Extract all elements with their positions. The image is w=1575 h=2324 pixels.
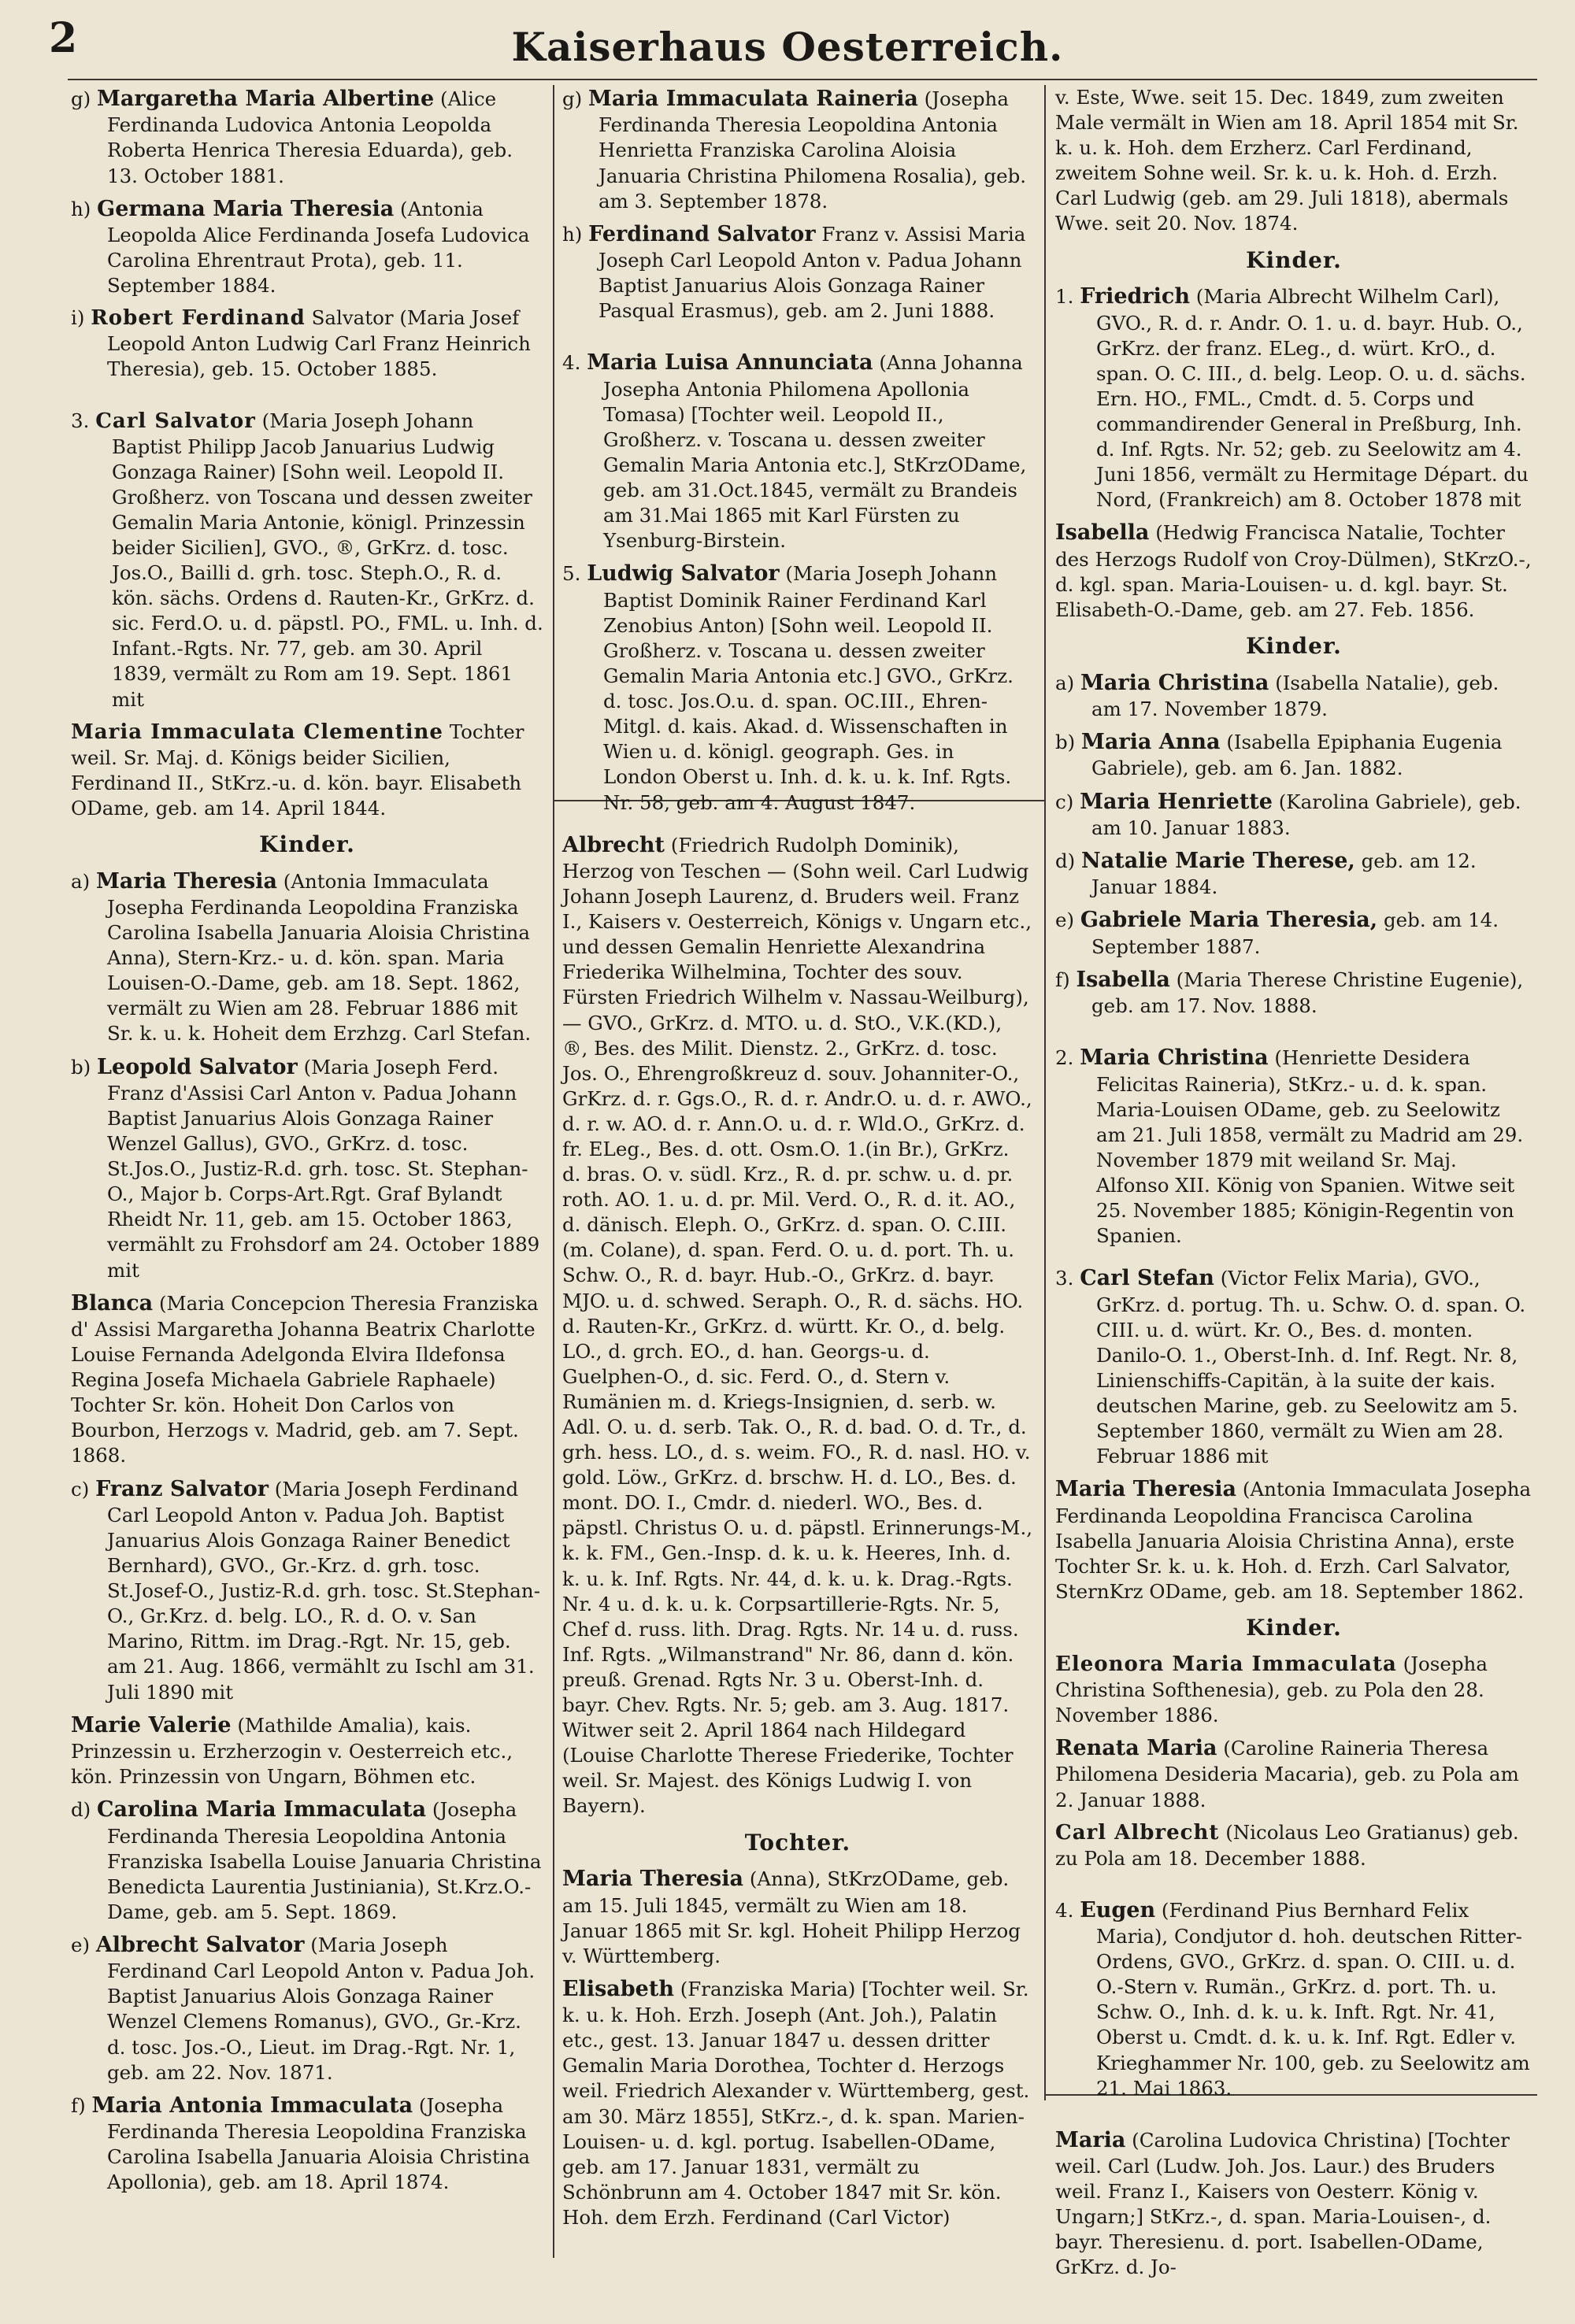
- entry-text: (Anna), StKrzODame, geb. am 15. Juli 1845, vermält zu Wien am 18. Januar 1865 mit Sr. kgl. Hoheit Philipp Herzog v. Württemberg.: [562, 1867, 1021, 1967]
- genealogy-entry: [1055, 966, 1532, 1019]
- entry-text: (Hedwig Francisca Natalie, Tochter des Herzogs Rudolf von Croy-Dülmen), StKrzO.-, d. kgl. span. Maria-Louisen- u. d. kgl. bayr. St. Elisabeth-O.-Dame, geb. am 27. Feb. 1856.: [1055, 521, 1532, 621]
- column-divider-left: [553, 85, 554, 2258]
- entry-text: (Nicolaus Leo Gratianus) geb. zu Pola am 18. December 1888.: [1055, 1820, 1519, 1870]
- genealogy-entry: [562, 1975, 1033, 2230]
- header-rule: [68, 79, 1537, 80]
- entry-text: (Antonia Immaculata Josepha Ferdinanda Leopoldina Francisca Carolina Isabella Januaria Aloisia Christina Anna), erste Tochter Sr. k. u. k. Hoh. d. Erzh. Carl Salvator, SternKrz ODame, geb. am 18. September 1862.: [1055, 1478, 1532, 1604]
- entry-marker: b): [71, 1055, 91, 1079]
- entry-marker: d): [71, 1798, 91, 1822]
- entry-text: (Carolina Ludovica Christina) [Tochter weil. Carl (Ludw. Joh. Jos. Laur.) des Bruders weil. Franz I., Kaisers von Oesterr. König v. Ungarn;] StKrz.-, d. span. Maria-Louisen-, d. bayr. Theresienu. d. port. Isabellen-ODame, GrKrz. d. Jo-: [1055, 2128, 1510, 2279]
- entry-text: (Maria Joseph Johann Baptist Philipp Jacob Januarius Ludwig Gonzaga Rainer) [Sohn weil. Leopold II. Großherz. von Toscana und dessen zweiter Gemalin Maria Antonie, königl. Prinzessin beider Sicilien], GVO., ®, GrKrz. d. tosc. Jos.O., Bailli d. grh. tosc. Steph.O., R. d. kön. sächs. Ordens d. Rauten-Kr., GrKrz. d. sic. Ferd.O. u. d. päpstl. PO., FML. u. Inh. d. Infant.-Rgts. Nr. 77, geb. am 30. April 1839, vermält zu Rom am 19. Sept. 1861 mit: [112, 409, 543, 711]
- entry-text: (Maria Joseph Ferd. Franz d'Assisi Carl Anton v. Padua Johann Baptist Januarius Alois Gonzaga Rainer Wenzel Gallus), GVO., GrKrz. d. tosc. St.Jos.O., Justiz-R.d. grh. tosc. St. Stephan-O., Major b. Corps-Art.Rgt. Graf Bylandt Rheidt Nr. 11, geb. am 15. October 1863, vermählt zu Frohsdorf am 24. October 1889 mit: [107, 1055, 540, 1282]
- entry-text: (Antonia Leopolda Alice Ferdinanda Josefa Ludovica Carolina Ehrentraut Prota), geb. 11. September 1884.: [107, 197, 530, 298]
- entry-text: (Antonia Immaculata Josepha Ferdinanda Leopoldina Franziska Carolina Isabella Januaria Aloisia Christina Anna), Stern-Krz.- u. d. kön. span. Maria Louisen-O.-Dame, geb. am 18. Sept. 1862, vermält zu Wien am 28. Februar 1886 mit Sr. k. u. k. Hoheit dem Erzhzg. Carl Stefan.: [107, 869, 532, 1045]
- column-middle: [562, 85, 1033, 2237]
- entry-text: Tochter weil. Sr. Maj. d. Königs beider Sicilien, Ferdinand II., StKrz.-u. d. kön. bayr. Elisabeth ODame, geb. am 14. April 1844.: [71, 720, 524, 820]
- entry-name: Maria Henriette: [1080, 789, 1273, 814]
- genealogy-entry: [71, 2092, 543, 2196]
- spacer: [1055, 1255, 1532, 1264]
- entry-text: v. Este, Wwe. seit 15. Dec. 1849, zum zweiten Male vermält in Wien am 18. April 1854 mit Sr. k. u. k. Hoh. dem Erzherz. Carl Ferdinand, zweitem Sohne weil. Sr. k. u. k. Hoh. d. Erzh. Carl Ludwig (geb. am 29. Juli 1818), abermals Wwe. seit 20. Nov. 1874.: [1055, 86, 1519, 235]
- genealogy-entry: [1055, 1734, 1532, 1813]
- entry-text: (Isabella Epiphania Eugenia Gabriele), geb. am 6. Jan. 1882.: [1091, 731, 1503, 780]
- genealogy-entry: [71, 1053, 543, 1283]
- genealogy-entry: [71, 1712, 543, 1790]
- entry-text: (Isabella Natalie), geb. am 17. November 1879.: [1091, 671, 1499, 721]
- genealogy-entry: [1055, 283, 1532, 513]
- spacer: [1055, 1878, 1532, 1897]
- entry-name: Maria Immaculata Raineria: [588, 87, 918, 111]
- genealogy-entry: [562, 349, 1033, 553]
- entry-marker: 4.: [562, 351, 581, 375]
- entry-name: Maria Christina: [1080, 670, 1269, 695]
- entry-marker: e): [1055, 909, 1075, 932]
- genealogy-entry: [1055, 1897, 1532, 2101]
- section-heading: Kinder.: [259, 831, 355, 857]
- genealogy-entry: [71, 305, 543, 382]
- genealogy-entry: [71, 85, 543, 189]
- entry-name: Friedrich: [1080, 284, 1190, 309]
- genealogy-entry: [1055, 85, 1532, 237]
- spacer: [1055, 1025, 1532, 1044]
- entry-marker: a): [1055, 671, 1075, 694]
- genealogy-entry: [71, 195, 543, 299]
- entry-name: Carolina Maria Immaculata: [97, 1797, 427, 1823]
- entry-marker: h): [71, 197, 91, 220]
- entry-name: Maria Theresia: [95, 868, 277, 894]
- entry-text: (Maria Joseph Johann Baptist Dominik Rainer Ferdinand Karl Zenobius Anton) [Sohn weil. Leopold II. Großherz. v. Toscana u. dessen zweiter Gemalin Maria Antonia etc.] GVO., GrKrz. d. tosc. Jos.O.u. d. span. OC.III., Ehren-Mitgl. d. kais. Akad. d. Wissenschaften in Wien u. d. königl. geograph. Ges. in London Oberst u. Inh. d. k. u. k. Inf. Rgts. Nr. 58, geb. am 4. August 1847.: [603, 562, 1014, 814]
- page-number: 2: [49, 14, 78, 62]
- entry-text: (Victor Felix Maria), GVO., GrKrz. d. portug. Th. u. Schw. O. d. span. O. CIII. u. d. würt. Kr. O., Bes. d. monten. Danilo-O. 1., Oberst-Inh. d. Inf. Regt. Nr. 8, Linienschiffs-Capitän, à la suite der kais. deutschen Marine, geb. zu Seelowitz am 5. September 1860, vermält zu Wien am 28. Februar 1886 mit: [1096, 1267, 1526, 1468]
- entry-name: Eleonora Maria Immaculata: [1055, 1652, 1397, 1676]
- genealogy-entry: [562, 1865, 1033, 1969]
- entry-marker: c): [71, 1477, 90, 1501]
- spacer: [562, 822, 1033, 831]
- entry-marker: g): [71, 87, 91, 110]
- entry-marker: 1.: [1055, 285, 1074, 309]
- genealogy-entry: [562, 560, 1033, 815]
- entry-text: (Franziska Maria) [Tochter weil. Sr. k. u. k. Hoh. Erzh. Joseph (Ant. Joh.), Palatin etc., gest. 13. Januar 1847 u. dessen dritter Gemalin Maria Dorothea, Tochter d. Herzogs weil. Friedrich Alexander v. Württemberg, gest. am 30. März 1855], StKrz.-, d. k. span. Marien-Louisen- u. d. kgl. portug. Isabellen-ODame, geb. am 17. Januar 1831, vermält zu Schönbrunn am 4. October 1847 mit Sr. kön. Hoh. dem Erzh. Ferdinand (Carl Victor): [562, 1977, 1030, 2229]
- entry-name: Isabella: [1055, 520, 1150, 546]
- entry-name: Carl Salvator: [95, 409, 256, 433]
- running-head: Kaiserhaus Oesterreich.: [511, 24, 1064, 70]
- entry-name: Gabriele Maria Theresia,: [1080, 908, 1378, 933]
- entry-text: (Maria Joseph Ferdinand Carl Leopold Anton v. Padua Joh. Baptist Januarius Alois Gonzaga Rainer Benedict Bernhard), GVO., Gr.-Krz. d. grh. tosc. St.Josef-O., Justiz-R.d. grh. tosc. St.Stephan-O., Gr.Krz. d. belg. LO., R. d. O. v. San Marino, Rittm. im Drag.-Rgt. Nr. 15, geb. am 21. Aug. 1866, vermählt zu Ischl am 31. Juli 1890 mit: [107, 1477, 540, 1704]
- column-divider-right: [1044, 85, 1046, 2100]
- entry-text: (Ferdinand Pius Bernhard Felix Maria), Condjutor d. hoh. deutschen Ritter-Ordens, GVO., GrKrz. d. span. O. CIII. u. d. O.-Stern v. Rumän., GrKrz. d. port. Th. u. Schw. O., Inh. d. k. u. k. Inft. Rgt. Nr. 41, Oberst u. Cmdt. d. k. u. k. Inf. Rgt. Edler v. Krieghammer Nr. 100, geb. zu Seelowitz am 21. Mai 1863.: [1096, 1898, 1530, 2100]
- entry-marker: i): [71, 306, 85, 330]
- spacer: [562, 330, 1033, 349]
- genealogy-entry: [71, 868, 543, 1047]
- entry-text: Salvator (Maria Josef Leopold Anton Ludwig Carl Franz Heinrich Theresia), geb. 15. October 1885.: [107, 306, 531, 381]
- entry-name: Leopold Salvator: [97, 1054, 298, 1079]
- entry-text: (Maria Albrecht Wilhelm Carl), GVO., R. d. r. Andr. O. 1. u. d. bayr. Hub. O., GrKrz. der franz. ELeg., d. würt. KrO., d. span. O. C. III., d. belg. Leop. O. u. d. sächs. Ern. HO., FML., Cmdt. d. 5. Corps und commandirender General in Preßburg, Inh. d. Inf. Rgts. Nr. 52; geb. zu Seelowitz am 4. Juni 1856, vermält zu Hermitage Départ. du Nord, (Frankreich) am 8. October 1878 mit: [1096, 285, 1529, 512]
- entry-name: Renata Maria: [1055, 1736, 1217, 1761]
- entry-name: Eugen: [1080, 1897, 1156, 1922]
- entry-name: Carl Albrecht: [1055, 1820, 1220, 1845]
- section-heading: Kinder.: [1246, 632, 1342, 659]
- section-heading: Tochter.: [744, 1829, 851, 1856]
- entry-text: (Anna Johanna Josepha Antonia Philomena Apollonia Tomasa) [Tochter weil. Leopold II., Großherz. v. Toscana u. dessen zweiter Gemalin Maria Antonia etc.], StKrzODame, geb. am 31.Oct.1845, vermält zu Brandeis am 31.Mai 1865 mit Karl Fürsten zu Ysenburg-Birstein.: [603, 351, 1027, 553]
- genealogy-entry: [71, 1475, 543, 1705]
- spacer: [71, 389, 543, 408]
- entry-text: (Josepha Christina Softhenesia), geb. zu Pola den 28. November 1886.: [1055, 1652, 1488, 1726]
- column-right: [1055, 85, 1532, 2287]
- entry-name: Maria Theresia: [1055, 1477, 1237, 1502]
- entry-text: (Josepha Ferdinanda Theresia Leopoldina Franziska Carolina Isabella Januaria Aloisia Christina Apollonia), geb. am 18. April 1874.: [107, 2093, 530, 2194]
- entry-marker: g): [562, 87, 583, 110]
- entry-text: (Alice Ferdinanda Ludovica Antonia Leopolda Roberta Henrica Theresia Eduarda), geb. 13. October 1881.: [107, 87, 513, 187]
- entry-text: (Henriette Desidera Felicitas Raineria), StKrz.- u. d. k. span. Maria-Louisen ODame, geb. zu Seelowitz am 21. Juli 1858, vermält zu Madrid am 29. November 1879 mit weiland Sr. Maj. Alfonso XII. König von Spanien. Witwe seit 25. November 1885; Königin-Regentin von Spanien.: [1096, 1046, 1524, 1248]
- entry-name: Maria Immaculata Clementine: [71, 720, 443, 744]
- genealogy-entry: [562, 220, 1033, 324]
- genealogy-entry: [71, 1931, 543, 2085]
- entry-name: Maria Anna: [1081, 730, 1221, 755]
- entry-name: Franz Salvator: [95, 1476, 269, 1501]
- entry-marker: d): [1055, 849, 1076, 873]
- genealogy-entry: [1055, 906, 1532, 959]
- genealogy-entry: [1055, 788, 1532, 841]
- entry-name: Blanca: [71, 1290, 154, 1316]
- entry-name: Germana Maria Theresia: [97, 196, 395, 221]
- genealogy-entry: [1055, 1264, 1532, 1469]
- entry-marker: b): [1055, 731, 1076, 754]
- entry-marker: h): [562, 222, 583, 246]
- entry-name: Ferdinand Salvator: [588, 221, 816, 246]
- entry-name: Maria: [1055, 2127, 1126, 2152]
- entry-name: Natalie Marie Therese,: [1081, 849, 1355, 874]
- genealogy-entry: [562, 85, 1033, 214]
- entry-name: Ludwig Salvator: [587, 561, 780, 587]
- entry-text: (Josepha Ferdinanda Theresia Leopoldina Antonia Franziska Isabella Louise Januaria Christina Benedicta Laurentia Justiniania), St.Krz.O.-Dame, geb. am 5. Sept. 1869.: [107, 1798, 542, 1923]
- entry-name: Maria Luisa Annunciata: [587, 350, 873, 376]
- entry-name: Carl Stefan: [1080, 1266, 1214, 1291]
- entry-text: (Mathilde Amalia), kais. Prinzessin u. Erzherzogin v. Oesterreich etc., kön. Prinzessin von Ungarn, Böhmen etc.: [71, 1713, 513, 1789]
- genealogy-entry: [562, 831, 1033, 1819]
- entry-text: (Maria Therese Christine Eugenie), geb. am 17. Nov. 1888.: [1091, 968, 1524, 1018]
- column-left: [71, 85, 543, 2201]
- genealogy-entry: [1055, 847, 1532, 900]
- genealogy-entry: [1055, 2126, 1532, 2281]
- genealogy-entry: [71, 719, 543, 821]
- entry-text: Franz v. Assisi Maria Joseph Carl Leopold Anton v. Padua Johann Baptist Januarius Alois Gonzaga Rainer Pasqual Erasmus), geb. am 2. Juni 1888.: [598, 222, 1026, 323]
- entry-name: Maria Theresia: [562, 1867, 744, 1892]
- entry-text: (Maria Joseph Ferdinand Carl Leopold Anton v. Padua Joh. Baptist Januarius Alois Gonzaga Rainer Wenzel Clemens Romanus), GVO., Gr.-Krz. d. tosc. Jos.-O., Lieut. im Drag.-Rgt. Nr. 1, geb. am 22. Nov. 1871.: [107, 1933, 536, 2084]
- entry-marker: 4.: [1055, 1898, 1074, 1922]
- genealogy-entry: [1055, 1044, 1532, 1249]
- section-heading: Kinder.: [1246, 246, 1342, 273]
- entry-marker: 2.: [1055, 1046, 1074, 1070]
- genealogy-entry: [71, 1290, 543, 1469]
- entry-text: (Friedrich Rudolph Dominik), Herzog von Teschen — (Sohn weil. Carl Ludwig Johann Joseph Laurenz, d. Bruders weil. Franz I., Kaisers v. Oesterreich, Königs v. Ungarn etc., und dessen Gemalin Henriette Alexandrina Friederika Wilhelmina, Tochter des souv. Fürsten Friedrich Wilhelm v. Nassau-Weilburg), — GVO., GrKrz. d. MTO. u. d. StO., V.K.(KD.), ®, Bes. des Milit. Dienstz. 2., GrKrz. d. tosc. Jos. O., Ehrengroßkreuz d. souv. Johanniter-O., GrKrz. d. r. Ggs.O., R. d. r. Andr.O. u. d. r. AWO., d. r. w. AO. d. r. Ann.O. u. d. r. Wld.O., GrKrz. d. fr. ELeg., Bes. d. ott. Osm.O. 1.(in Br.), GrKrz. d. bras. O. v. südl. Krz., R. d. pr. schw. u. d. pr. roth. AO. 1. u. d. pr. Mil. Verd. O., R. d. it. AO., d. dänisch. Eleph. O., GrKrz. d. span. O. C.III. (m. Colane), d. span. Ferd. O. u. d. port. Th. u. Schw. O., R. d. bayr. Hub.-O., GrKrz. d. bayr. MJO. u. d. schwed. Seraph. O., R. d. sächs. HO. d. Rauten-Kr., GrKrz. d. württ. Kr. O., d. belg. LO., d. grch. EO., d. han. Georgs-u. d. Guelphen-O., d. sic. Ferd. O., d. Stern v. Rumänien m. d. Kriegs-Insignien, d. serb. w. Adl. O. u. d. serb. Tak. O., R. d. bad. O. d. Tr., d. grh. hess. LO., d. s. weim. FO., R. d. nasl. HO. v. gold. Löw., GrKrz. d. brschw. H. d. LO., Bes. d. mont. DO. I., Cmdr. d. niederl. WO., Bes. d. päpstl. Christus O. u. d. päpstl. Erinnerungs-M., k. k. FM., Gen.-Insp. d. k. u. k. Heeres, Inh. d. k. u. k. Inf. Rgts. Nr. 44, d. k. u. k. Drag.-Rgts. Nr. 4 u. d. k. u. k. Corpsartillerie-Rgts. Nr. 5, Chef d. russ. lith. Drag. Rgts. Nr. 14 u. d. russ. Inf. Rgts. „Wilmanstrand" Nr. 86, dann d. kön. preuß. Grenad. Rgts Nr. 3 u. Oberst-Inh. d. bayr. Chev. Rgts. Nr. 5; geb. am 3. Aug. 1817. Witwer seit 2. April 1864 nach Hildegard (Louise Charlotte Therese Friederike, Tochter weil. Sr. Majest. des Königs Ludwig I. von Bayern).: [562, 833, 1033, 1818]
- entry-text: geb. am 14. September 1887.: [1091, 909, 1499, 958]
- entry-name: Albrecht: [562, 832, 665, 857]
- entry-name: Maria Antonia Immaculata: [91, 2093, 413, 2118]
- entry-text: (Karolina Gabriele), geb. am 10. Januar 1883.: [1091, 790, 1521, 839]
- genealogy-entry: [1055, 1819, 1532, 1871]
- genealogy-entry: [71, 1796, 543, 1925]
- entry-marker: 5.: [562, 562, 581, 586]
- genealogy-entry: [1055, 728, 1532, 781]
- entry-name: Isabella: [1076, 967, 1170, 992]
- entry-name: Albrecht Salvator: [95, 1932, 305, 1957]
- entry-name: Marie Valerie: [71, 1712, 232, 1737]
- genealogy-entry: [1055, 1475, 1532, 1604]
- section-heading: Kinder.: [1246, 1615, 1342, 1641]
- genealogy-entry: [1055, 1651, 1532, 1728]
- entry-marker: f): [1055, 968, 1070, 991]
- entry-marker: a): [71, 869, 91, 893]
- entry-name: Maria Christina: [1080, 1045, 1269, 1071]
- entry-text: geb. am 12. Januar 1884.: [1091, 849, 1477, 899]
- entry-marker: c): [1055, 790, 1074, 813]
- entry-marker: f): [71, 2093, 86, 2117]
- entry-text: (Caroline Raineria Theresa Philomena Desideria Macaria), geb. zu Pola am 2. Januar 1888.: [1055, 1737, 1519, 1811]
- entry-marker: 3.: [1055, 1267, 1074, 1290]
- entry-name: Elisabeth: [562, 1976, 674, 2001]
- entry-text: (Maria Concepcion Theresia Franziska d' Assisi Margaretha Johanna Beatrix Charlotte Louise Fernanda Adelgonda Elvira Ildefonsa Regina Josefa Michaela Gabriele Raphaele) Tochter Sr. kön. Hoheit Don Carlos von Bourbon, Herzogs v. Madrid, geb. am 7. Sept. 1868.: [71, 1291, 539, 1467]
- genealogy-entry: [71, 408, 543, 712]
- genealogy-entry: [1055, 669, 1532, 722]
- entry-name: Robert Ferdinand: [91, 306, 306, 331]
- entry-name: Margaretha Maria Albertine: [97, 87, 435, 111]
- genealogy-entry: [1055, 519, 1532, 623]
- entry-text: (Josepha Ferdinanda Theresia Leopoldina Antonia Henrietta Franziska Carolina Aloisia Januaria Christina Philomena Rosalia), geb. am 3. September 1878.: [598, 87, 1027, 213]
- entry-marker: e): [71, 1933, 91, 1956]
- entry-marker: 3.: [71, 409, 90, 432]
- spacer: [1055, 2108, 1532, 2126]
